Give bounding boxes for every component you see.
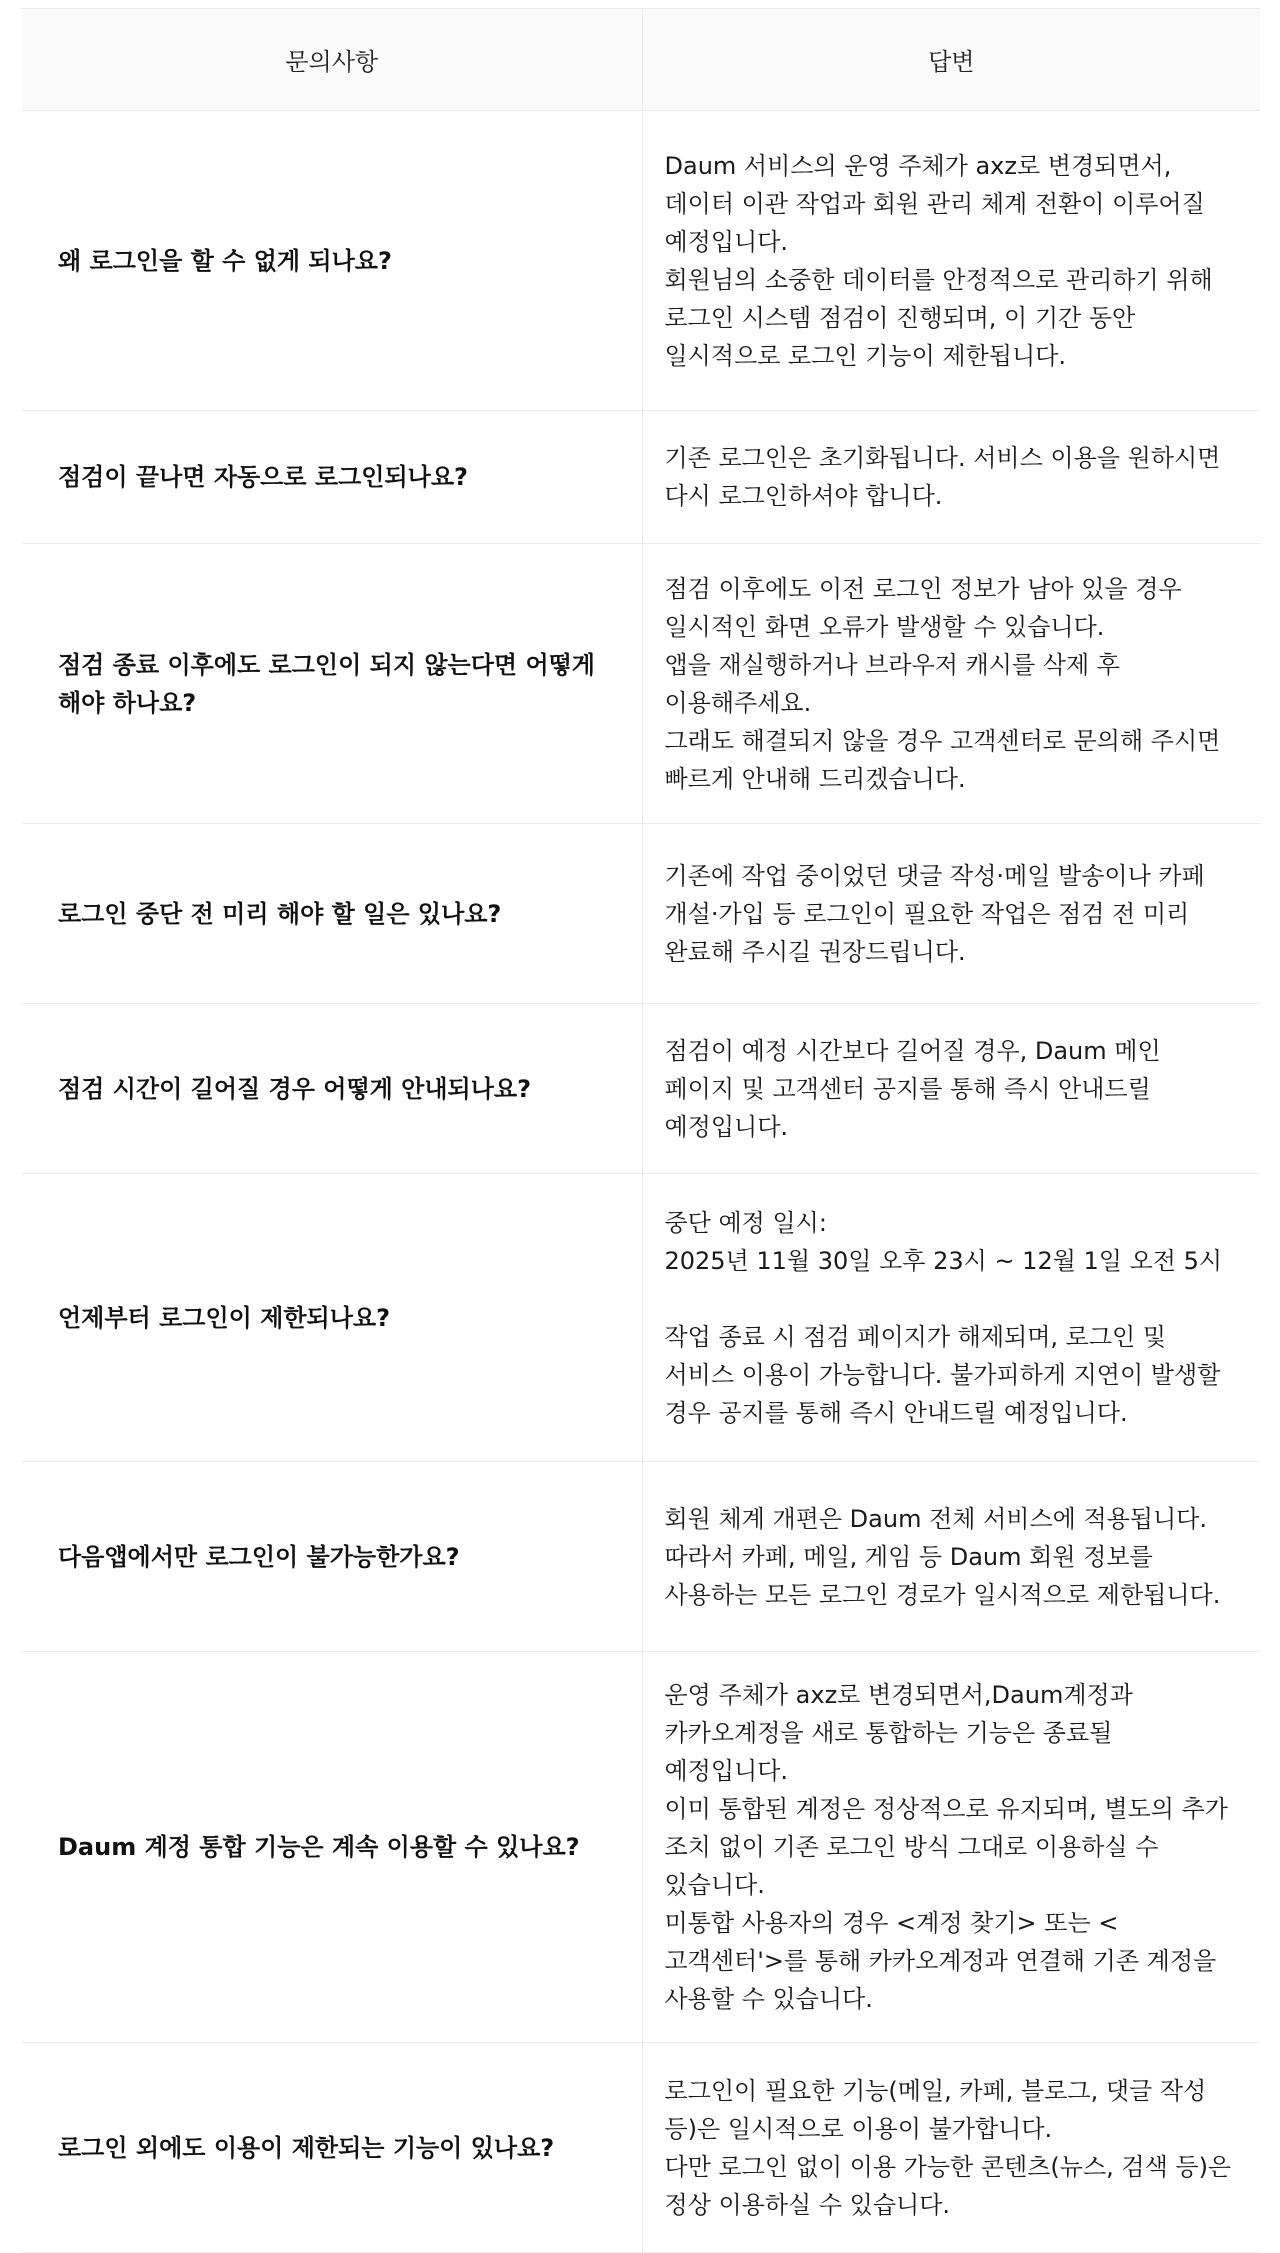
header-row bbox=[22, 9, 1260, 111]
table-row bbox=[22, 1004, 1260, 1174]
question-cell: 점검 시간이 길어질 경우 어떻게 안내되나요? bbox=[22, 1004, 642, 1174]
question-cell: 점검이 끝나면 자동으로 로그인되나요? bbox=[22, 411, 642, 544]
answer-cell: 점검 이후에도 이전 로그인 정보가 남아 있을 경우 일시적인 화면 오류가 발생할 수 있습니다. 앱을 재실행하거나 브라우저 캐시를 삭제 후 이용해주세요. 그래도 해결되지 않을 경우 고객센터로 문의해 주시면 빠르게 안내해 드리겠습니다. bbox=[642, 544, 1260, 824]
table-row bbox=[22, 411, 1260, 544]
answer-cell: 회원 체계 개편은 Daum 전체 서비스에 적용됩니다. 따라서 카페, 메일, 게임 등 Daum 회원 정보를 사용하는 모든 로그인 경로가 일시적으로 제한됩니다. bbox=[642, 1462, 1260, 1652]
table-row bbox=[22, 2043, 1260, 2253]
answer-cell: 운영 주체가 axz로 변경되면서,Daum계정과 카카오계정을 새로 통합하는 기능은 종료될 예정입니다. 이미 통합된 계정은 정상적으로 유지되며, 별도의 추가 조치 없이 기존 로그인 방식 그대로 이용하실 수 있습니다. 미통합 사용자의 경우 <계정 찾기> 또는 <고객센터'>를 통해 카카오계정과 연결해 기존 계정을 사용할 수 있습니다. bbox=[642, 1652, 1260, 2043]
question-column-header: 문의사항 bbox=[22, 9, 642, 111]
faq-table bbox=[22, 8, 1260, 2253]
table-row bbox=[22, 824, 1260, 1004]
answer-cell: Daum 서비스의 운영 주체가 axz로 변경되면서, 데이터 이관 작업과 회원 관리 체계 전환이 이루어질 예정입니다. 회원님의 소중한 데이터를 안정적으로 관리하기 위해 로그인 시스템 점검이 진행되며, 이 기간 동안 일시적으로 로그인 기능이 제한됩니다. bbox=[642, 111, 1260, 411]
answer-cell: 로그인이 필요한 기능(메일, 카페, 블로그, 댓글 작성 등)은 일시적으로 이용이 불가합니다. 다만 로그인 없이 이용 가능한 콘텐츠(뉴스, 검색 등)은 정상 이용하실 수 있습니다. bbox=[642, 2043, 1260, 2253]
table-row bbox=[22, 111, 1260, 411]
table-row bbox=[22, 544, 1260, 824]
table-row bbox=[22, 1174, 1260, 1462]
answer-cell: 점검이 예정 시간보다 길어질 경우, Daum 메인 페이지 및 고객센터 공지를 통해 즉시 안내드릴 예정입니다. bbox=[642, 1004, 1260, 1174]
answer-cell: 기존 로그인은 초기화됩니다. 서비스 이용을 원하시면 다시 로그인하셔야 합니다. bbox=[642, 411, 1260, 544]
answer-column-header: 답변 bbox=[642, 9, 1260, 111]
question-cell: 로그인 외에도 이용이 제한되는 기능이 있나요? bbox=[22, 2043, 642, 2253]
question-cell: Daum 계정 통합 기능은 계속 이용할 수 있나요? bbox=[22, 1652, 642, 2043]
question-cell: 점검 종료 이후에도 로그인이 되지 않는다면 어떻게 해야 하나요? bbox=[22, 544, 642, 824]
question-cell: 다음앱에서만 로그인이 불가능한가요? bbox=[22, 1462, 642, 1652]
answer-cell: 중단 예정 일시: 2025년 11월 30일 오후 23시 ~ 12월 1일 오전 5시 작업 종료 시 점검 페이지가 해제되며, 로그인 및 서비스 이용이 가능합니다. 불가피하게 지연이 발생할 경우 공지를 통해 즉시 안내드릴 예정입니다. bbox=[642, 1174, 1260, 1462]
question-cell: 왜 로그인을 할 수 없게 되나요? bbox=[22, 111, 642, 411]
table-row bbox=[22, 1652, 1260, 2043]
question-cell: 로그인 중단 전 미리 해야 할 일은 있나요? bbox=[22, 824, 642, 1004]
table-row bbox=[22, 1462, 1260, 1652]
answer-cell: 기존에 작업 중이었던 댓글 작성·메일 발송이나 카페 개설·가입 등 로그인이 필요한 작업은 점검 전 미리 완료해 주시길 권장드립니다. bbox=[642, 824, 1260, 1004]
faq-table-body bbox=[22, 111, 1260, 2253]
faq-table-header bbox=[22, 9, 1260, 111]
question-cell: 언제부터 로그인이 제한되나요? bbox=[22, 1174, 642, 1462]
